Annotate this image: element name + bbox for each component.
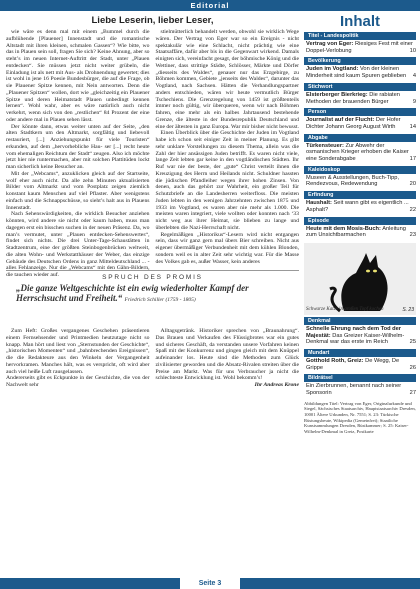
contents-entry-page: 14: [409, 123, 416, 130]
cat-illustration: [304, 243, 416, 315]
contents-section-heading: Denkmal: [304, 317, 416, 325]
contents-entry[interactable]: [304, 174, 416, 189]
contents-section-heading: Erfindung: [304, 191, 416, 199]
contents-entry-head: Schnelle Ehrung nach dem Tod der Majestät:: [306, 325, 402, 339]
contents-entry-text: Museen & Ausstellungen, Buch-Tipp, Rendezvous, Redewendung: [306, 174, 400, 188]
bottom-column-1: [6, 328, 150, 452]
contents-entry-text: Anleitung zum Unsichtbarmachen: [306, 225, 406, 239]
cat-page: S. 23: [402, 306, 414, 313]
paragraph: Mit der „Webcams“, anzuklicken gleich auf der Startseite, wolf eher auch nicht. Da alle zehn Minuten aktualisierten Bilder vom Altmarkt und vom Postplatz zeigen ziemlich konstant kaum Menschen auf viel Pflaster. Aber wenigstens einfach und die Schnappschüsse, so sieht’s halt aus in Plauens Innenstadt.: [6, 170, 150, 211]
contents-entry-text: Der Hofer Dichter Johann Georg August Wirth: [306, 117, 401, 130]
editorial-column-1: [6, 29, 150, 278]
cat-caption: Schwarze Katze in großen Topf kochen: [306, 307, 384, 313]
contents-entry[interactable]: [304, 357, 416, 372]
contents-entry-page: 22: [409, 206, 416, 213]
quote-heading: SPRUCH DES PROMIS: [102, 274, 203, 281]
editorial-bottom-columns: [6, 328, 299, 452]
editorial-area: [6, 13, 299, 574]
contents-entry-text: Von der kleinen Minderheit sind kaum Spuren geblieben: [306, 66, 407, 80]
contents-section-heading: Bevölkerung: [304, 57, 416, 65]
contents-entry-head: Gotthold Roth, Greiz:: [306, 358, 364, 365]
contents-entry-page: 4: [412, 73, 416, 80]
page-number: Seite 3: [180, 578, 240, 589]
paragraph: Regelmäßigen „Historikus“-Lesern wird nicht entgangen sein, dass wir ganz gern mal übers Bier schreiben. Nicht aus eigener übermäßiger Verbundenheit mit dem kühlen Blonden, sondern weil es in alter Zeit sehr wichtig war. Für die Masse des Volkes gab es, außer Wasser, kein anderes: [155, 231, 299, 265]
contents-entry-text: Ein Zierbrunnen, benannt nach seiner Sponsorin: [306, 383, 402, 397]
contents-section-heading: Mundart: [304, 349, 416, 357]
quote-author: Friedrich Schiller (1759 - 1805): [124, 297, 196, 303]
contents-entry[interactable]: [304, 142, 416, 164]
contents-section-heading: Kaleidoskop: [304, 166, 416, 174]
signature: Ihr Andreas Krone: [254, 382, 299, 388]
contents-section-heading: Bildrätsel: [304, 374, 416, 382]
paragraph: Der könnte dann, etwas weiter unten auf der Seite, „den alten Stadtkern um den Altmarkt, sorgfältig und liebevoll restauriert, [...] Anziehungspunkt für viele Touristen“ erkunden, auf dem „hervorhebliche Hau- ser [...] recht heute vom ehemaligen Reichtum der Stadt“ zeugen. Also ich möchte jetzt hier nie runtermachen, aber mit solchen Plattitüden lockt man sicherlich keine Besucher an.: [6, 123, 150, 170]
contents-entry-page: 10: [409, 47, 416, 54]
contents-entry-head: Elsterberger Bierkrieg:: [306, 91, 368, 98]
contents-entry-page: 27: [409, 390, 416, 397]
editorial-title: Liebe Leserin, lieber Leser,: [91, 15, 214, 26]
contents-entry[interactable]: [304, 199, 416, 214]
image-credits: Abbildungen Titel: Vertrag von Eger, Originalurkunde und Siegel, Sächsisches Staatsarchiv, Hauptstaatsarchiv Dresden, 10001 Ältere Urkunden, Nr. 7551; S. 23: Türkische Rüstungsbeute, Wikipedia (Gemeinfrei); Staatliche Kunstsammlungen Dresden, Rüstkammer; S. 25: Kaiser-Wilhelm-Denkmal in Greiz, Postkarte: [304, 400, 416, 434]
contents-entry-head: Heute mit dem Mosis-Buch:: [306, 225, 381, 232]
contents-entry[interactable]: [304, 116, 416, 131]
paragraph: Einen Überblick über die Geschichte der Juden im Vogtland habe ich schon seit einiger Zeit in meiner Planung. Es gibt sehr unklare Vorstellungen zu diesem Thema, allein was die Zahl der hier ansässigen Juden betrifft. Es waren nicht viele, lange Zeit lebten gar keine in den vogtländischen Städten. Ihr Ruf war nie der beste, der „gute“ Christ verteilt ihnen die Kreuzigung des Herrn und Heilands nicht. Schuldner hassten die jüdischen Pfandleiher wegen ihrer hohen Zinsen. Von denen, auch das gehört zur Wahrheit, ein großer Teil für Schutzbriefe an die Landesherren weiterfloss. Die meisten Juden lebten in den wenigen Jahrzehnten zwischen 1875 und 1933 im Vogtland, es waren aber nie mehr als 1.000. Die meisten waren integriert, viele wollten oder konnten nach ‘33 nicht weg aus ihrer Heimat, sie blieben zu lange und überlebten die Nazi-Herrschaft nicht.: [155, 130, 299, 231]
contents-entry-head: Haushalt:: [306, 200, 332, 207]
contents-entry-text: Riesiges Fest mit einer Doppel-Verlobung: [306, 41, 413, 54]
paragraph: Nach Sehenswürdigkeiten, die wirklich Besucher anziehen könnten, wird andere sie nicht oder kaum haben, muss man dagegen erst ein bisschen suchen in der neuen Präsenz. Da, wo man’s vermutet, unter „Plauen entdecken-Sehenswertes“, findet sich nichts. Die drei Unter-Tage-Schaustätten in Stadtzentrum, eine der größten Steinbogenbrücken weltweit, die alten Wohn- und Werkstatthäuser der Weber, das einzige Gebäude des Deutschen Ordens in ganz Mitteldeutschland ... - alles Fehlanzeige. Nur die „Webcams“ mit den Gähn-Bildern, die tauchen wieder auf.: [6, 211, 150, 278]
black-cat-icon: [304, 243, 416, 315]
contents-entry[interactable]: [304, 225, 416, 240]
contents-section-heading: Titel - Landespolitik: [304, 32, 416, 40]
contents-entry-text: Das Greizer Kaiser-Wilhelm-Denkmal war das erste im Reich: [306, 332, 405, 346]
paragraph: Alltagsgetränk. Historiker sprechen von „Braunahrung“. Das Brauen und Verkaufen des Flüssigbrotes war ein gutes und sicheres Geschäft, da verstanden unsere Vorfahren keinen Spaß mit der Konkurrenz und gingen gleich mit dem Knüppel aufeinander los. Heute sind die Methoden zum Glück zivilisierter geworden und die Absatz-Rivalen streiten über die Preise am Markt. Was für uns Verbraucher ja nicht die schlechteste Entwicklung ist. Wohl bekomm’s!: [155, 328, 299, 382]
contents-entry-text: De Wegg, De Grippe: [306, 358, 400, 371]
paragraph: stielmütterlich behandelt werden, obwohl sie wirklich Wege wären. Der Vertrag von Eger war so ein Ereignis - nicht spektakulär wie eine Schlacht, nicht prächtig wie eine Staatsaffäre, dafür aber bis in die Gegenwart wirkend. Damals einigten sich, vereinfacht gesagt, der böhmische König und die Wettiner, dass strittige Städte, Schlösser, Märkte und Dörfer „diesseits des Waldes“, genauer nur das Erzgebirge, zu Böhmen kommen, Gebiete „jenseits des Waldes“, darunter das Vogtland, nach Sachsen. Hätten die Verhandlungspartner anders entschieden, wären wir heute vermutlich Bürger Tschechiens. Die Grenzregelung von 1459 ist größtenteils immer noch gültig, wir überqueren, wenn wir nach Böhmen fahren, eine mehr als ein halbes Jahrtausend bestehende Grenze, die älteste in der Bundesrepublik Deutschland und eine der ältesten in ganz Europa. War mir bisher nicht bewusst.: [155, 29, 299, 130]
contents-section-heading: Stichwort: [304, 83, 416, 91]
quote-text: [6, 283, 299, 305]
paragraph: wie wäre es denn mal mit einem „Bummel durch die aufblühende [Plauener] Innenstadt und die romantische Altstadt mit ihren kleinen, schmalen Gassen“? Wie bitte, wo das in Plauen sein soll, fragen Sie sich? Keine Ahnung, aber so steht’s im neuen Internet-Auftritt der Stadt, unter „Plauen entdecken“. Sie müssen jetzt nicht weiter grübeln, die Einladung ist als nett mit Aus- als Drohnendung gewertet; dies ist wohl in jene 16 Poesie Bundesbürger, die auf die Frage, ob sie Plauener Spitze kennen, mit Nein antworten. Denn die „Plauener Spitzen“ wollen, dort wie „gleichzeitig ein Plauener Spitze und deren Heimatstadt Plauen unbedingt kennen lernen“. Wohl wahr, aber es wäre natürlich auch nicht verkehrt, wenn sich von den „restlichen“ 84 Prozent der eine oder andere mal in Plauen sehen lässt.: [6, 29, 150, 123]
contents-column: [304, 13, 416, 574]
bottom-column-2: [156, 328, 300, 452]
contents-entry[interactable]: [304, 40, 416, 55]
contents-entry-text: Die rabiaten Methoden der brauenden Bürger: [306, 91, 400, 105]
contents-title: Inhalt: [340, 13, 380, 30]
contents-entry-head: Juden im Vogtland:: [306, 66, 359, 73]
section-header: Editorial: [0, 0, 420, 11]
footer-bar: [0, 578, 420, 589]
contents-section-heading: Person: [304, 108, 416, 116]
contents-entry[interactable]: [304, 91, 416, 106]
contents-entry-head: Journalist auf der Flucht:: [306, 117, 375, 124]
contents-entry-page: 20: [409, 181, 416, 188]
contents-list: [304, 32, 416, 240]
quote-body: „Die ganze Weltgeschichte ist ein ewig wiederholter Kampf der Herrschsucht und Freiheit.“: [16, 283, 249, 303]
contents-section-heading: Abgabe: [304, 134, 416, 142]
contents-entry[interactable]: [304, 382, 416, 397]
contents-entry-page: 26: [409, 364, 416, 371]
contents-entry-page: 23: [409, 232, 416, 239]
editorial-column-2: [156, 29, 300, 264]
contents-entry-page: 9: [412, 98, 416, 105]
contents-section-heading: Episode: [304, 217, 416, 225]
contents-entry-head: Vertrag von Eger:: [306, 41, 354, 47]
contents-list-2: [304, 317, 416, 398]
contents-entry[interactable]: [304, 65, 416, 80]
paragraph: Zum Heft: Großes vergangenes Geschehen präsentieren einem Fernsehsender und Printmedien heutzutage nicht so knapp. Man hört und liest von „Sternstunden der Geschichte“, „historischen Momenten“ und „bahnbrechenden Ereignissen“, die die Redakteure aus den Winkeln der Vergangenheit hervorkramen. Manches hält, was es verspricht, oft wird aber auch viel heiße Luft rausgelassen. Andererseits gibt es Eckpunkte in der Geschichte, die von der Nachwelt sehr: [6, 328, 150, 388]
contents-entry-page: 25: [409, 339, 416, 346]
contents-entry-text: Seit wann gibt es eigentlich ... Asphalt?: [306, 200, 409, 213]
contents-entry-text: Zur Abwehr der osmanischen Krieger erhoben die Kaiser eine Sonderabgabe: [306, 142, 409, 163]
contents-entry[interactable]: [304, 325, 416, 347]
contents-entry-page: 17: [409, 156, 416, 163]
contents-entry-head: Türkensteuer:: [306, 142, 344, 149]
